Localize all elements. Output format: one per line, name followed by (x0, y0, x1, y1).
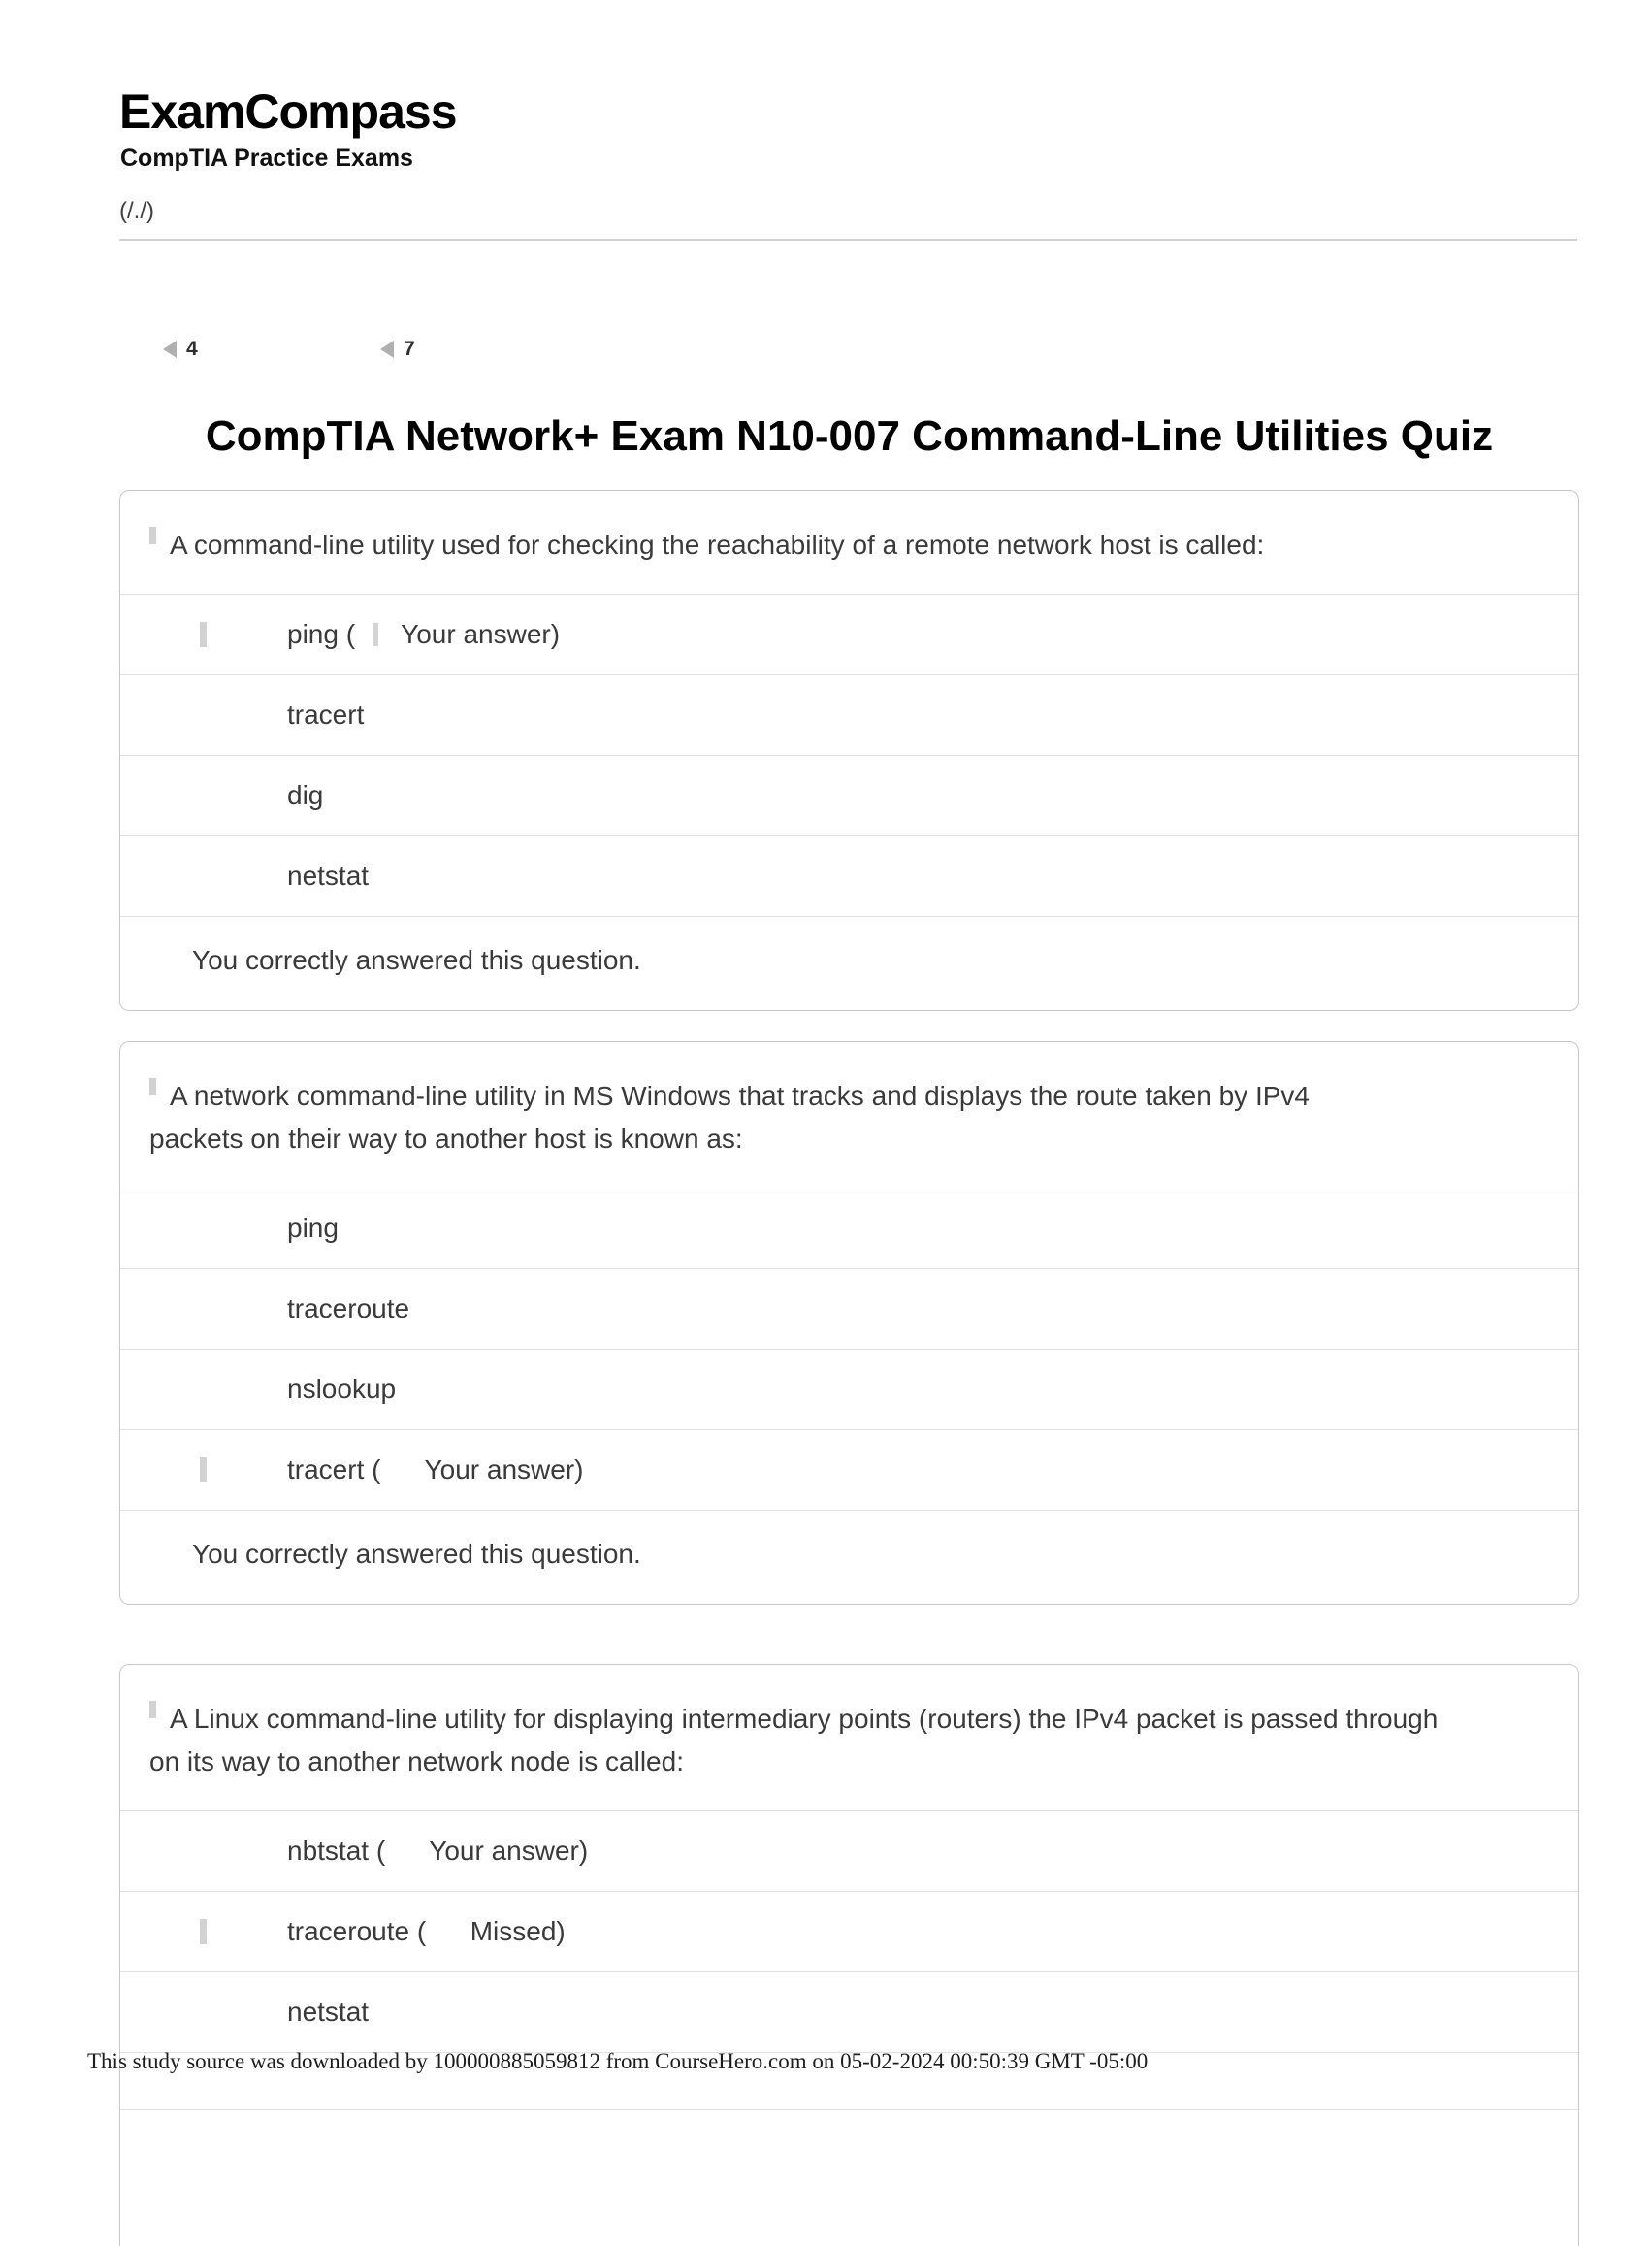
question-header (120, 491, 1546, 594)
question-card (119, 1041, 1579, 1605)
coursehero-footer-text: This study source was downloaded by 100000885059812 from CourseHero.com on 05-02-2024 00:50:39 GMT -05:00 (87, 2049, 1149, 2073)
result-text: You correctly answered this question. (120, 1510, 1578, 1604)
answer-checkmark-icon (200, 1919, 207, 1944)
question-marker-icon (149, 527, 156, 544)
site-tagline: CompTIA Practice Exams (120, 145, 413, 172)
answer-option[interactable] (120, 835, 1578, 916)
answer-annotation: Your answer) (401, 619, 561, 649)
question-text: A command-line utility used for checking the reachability of a remote network host is called: (170, 530, 1265, 560)
answer-option[interactable] (120, 594, 1578, 674)
share-count: 4 (186, 338, 198, 360)
your-answer-icon (373, 623, 378, 646)
answer-option[interactable] (120, 674, 1578, 755)
answer-options (120, 1188, 1578, 1510)
result-text: You correctly answered this question. (120, 916, 1578, 1010)
question-header (120, 1042, 1449, 1188)
answer-option[interactable] (120, 1810, 1578, 1891)
answer-label: ping ( (287, 619, 356, 649)
site-logo[interactable]: ExamCompass (119, 84, 457, 139)
answer-label: traceroute (287, 1293, 410, 1323)
answer-checkmark-icon (200, 622, 207, 647)
answer-annotation: Your answer) (429, 1836, 589, 1866)
answer-annotation: Your answer) (424, 1454, 584, 1484)
question-text: A network command-line utility in MS Windows that tracks and displays the route taken by IPv4 packets on their way to another host is known as: (149, 1081, 1310, 1154)
answer-option-truncated (120, 2109, 1578, 2166)
home-link[interactable]: (/./) (119, 198, 154, 224)
question-marker-icon (149, 1078, 156, 1095)
question-text: A Linux command-line utility for displaying intermediary points (routers) the IPv4 packet is passed through on its way to another network node is called: (149, 1704, 1439, 1776)
answer-label: dig (287, 780, 324, 810)
question-card (119, 1664, 1579, 2246)
answer-option[interactable] (120, 1891, 1578, 1971)
answer-annotation: Missed) (470, 1916, 566, 1946)
answer-options (120, 1810, 1578, 2166)
page-title: CompTIA Network+ Exam N10-007 Command-Line Utilities Quiz (205, 412, 1494, 460)
answer-label: tracert ( (287, 1454, 381, 1484)
answer-label: traceroute ( (287, 1916, 427, 1946)
answer-label: nslookup (287, 1374, 397, 1404)
answer-label: netstat (287, 1997, 370, 2027)
answer-option[interactable] (120, 1188, 1578, 1268)
answer-option[interactable] (120, 755, 1578, 835)
answer-label: netstat (287, 861, 370, 891)
answer-label: tracert (287, 700, 365, 730)
answer-options (120, 594, 1578, 916)
question-header (120, 1665, 1488, 1810)
answer-option[interactable] (120, 1971, 1578, 2052)
share-count: 7 (404, 338, 415, 360)
answer-option[interactable] (120, 1349, 1578, 1429)
answer-option[interactable] (120, 1268, 1578, 1349)
answer-label: ping (287, 1213, 339, 1243)
answer-label: nbtstat ( (287, 1836, 386, 1866)
answer-checkmark-icon (200, 1457, 207, 1482)
question-card (119, 490, 1579, 1011)
question-marker-icon (149, 1701, 156, 1718)
answer-option[interactable] (120, 1429, 1578, 1510)
